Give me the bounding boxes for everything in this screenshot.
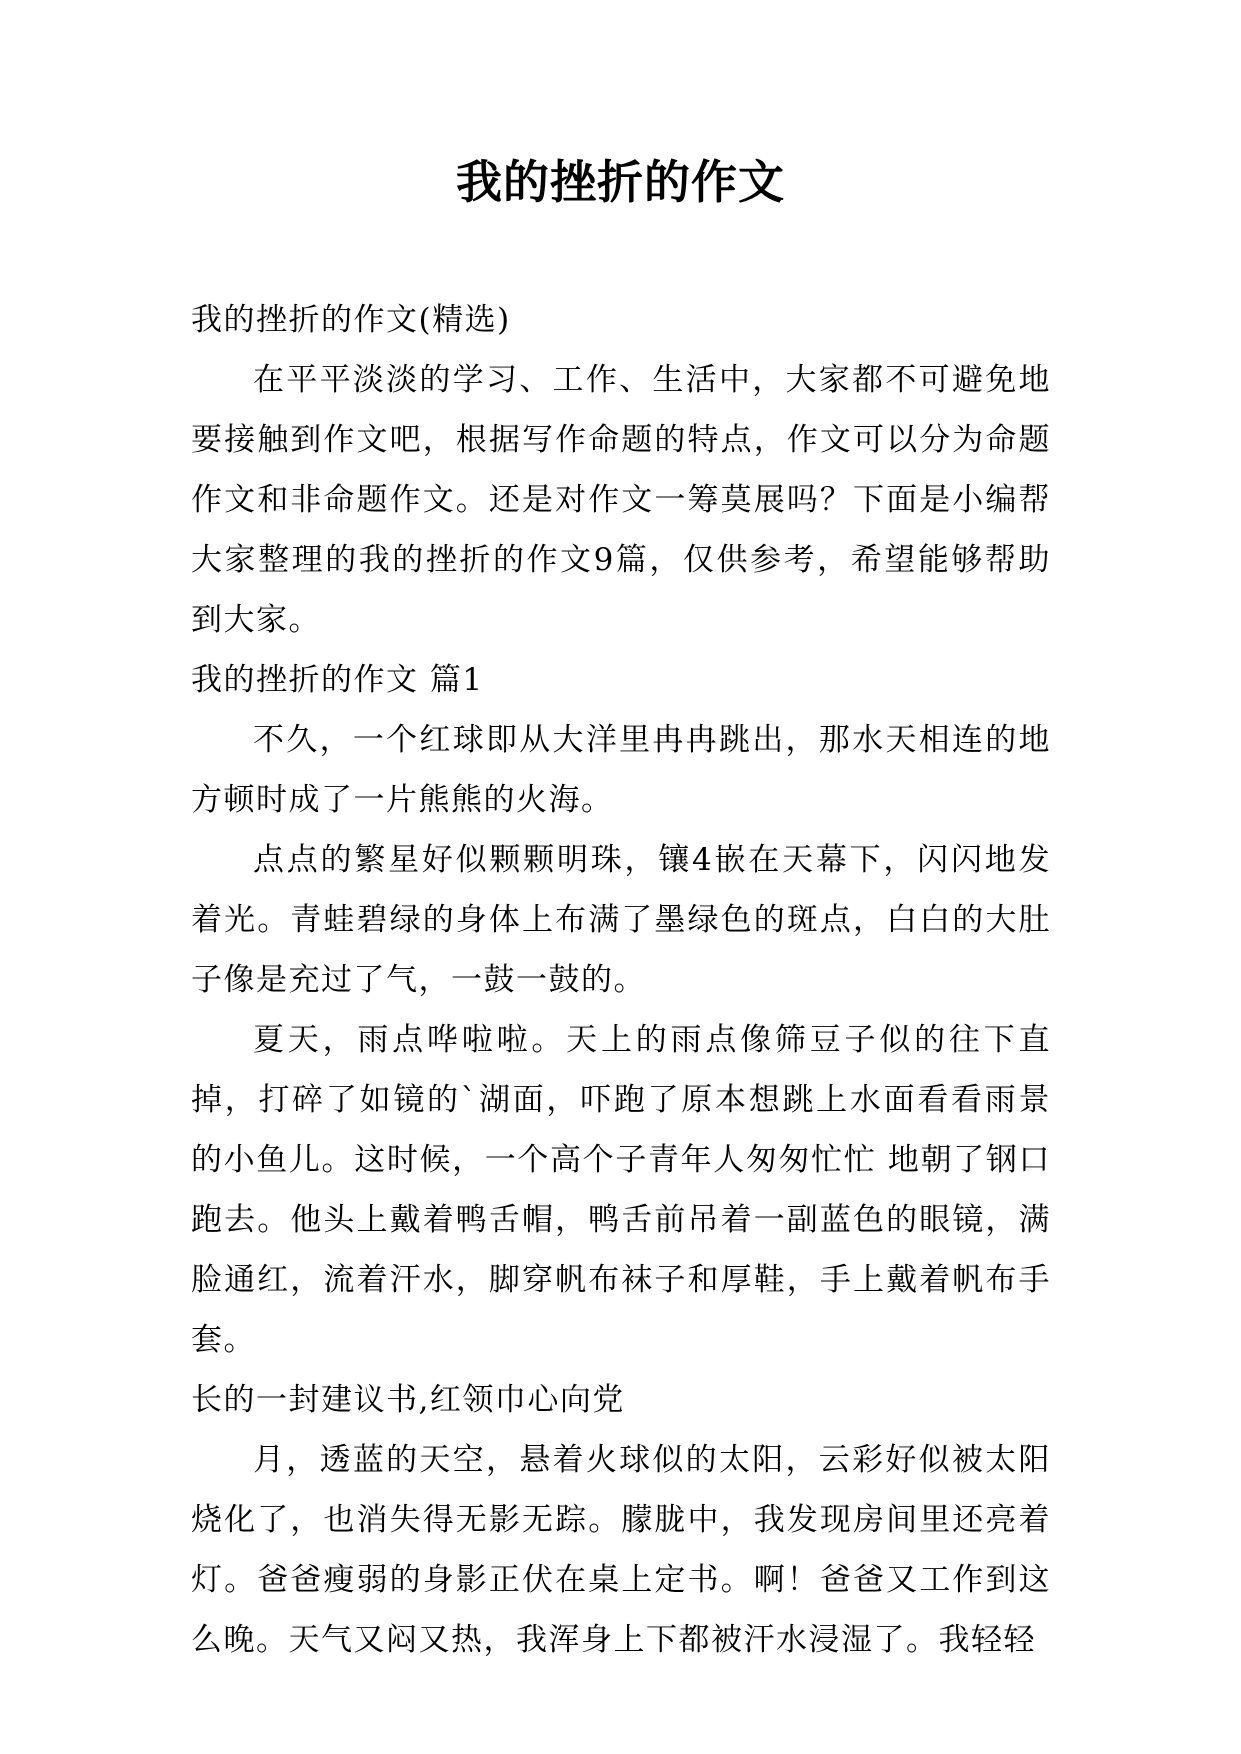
body-line: 长的一封建议书,红领巾心向党 — [191, 1382, 625, 1418]
body-paragraph: 点点的繁星好似颗颗明珠，镶4嵌在天幕下，闪闪地发着光。青蛙碧绿的身体上布满了墨绿色的斑点，白白的大肚子像是充过了气，一鼓一鼓的。 — [191, 842, 1051, 998]
intro-paragraph: 在平平淡淡的学习、工作、生活中，大家都不可避免地要接触到作文吧，根据写作命题的特点，作文可以分为命题作文和非命题作文。还是对作文一筹莫展吗？下面是小编帮大家整理的我的挫折的作文9篇，仅供参考，希望能够帮助到大家。 — [191, 362, 1051, 638]
section-heading: 我的挫折的作文 篇1 — [191, 662, 484, 698]
body-paragraph: 不久，一个红球即从大洋里冉冉跳出，那水天相连的地方顿时成了一片熊熊的火海。 — [191, 722, 1051, 818]
body-paragraph: 夏天，雨点哗啦啦。天上的雨点像筛豆子似的往下直掉，打碎了如镜的`湖面，吓跑了原本想跳上水面看看雨景的小鱼儿。这时候，一个高个子青年人匆匆忙忙 地朝了钢口跑去。他头上戴着鸭舌帽，鸭舌前吊着一副蓝色的眼镜，满脸通红，流着汗水，脚穿帆布袜子和厚鞋，手上戴着帆布手套。 — [191, 1022, 1051, 1358]
body-paragraph: 月，透蓝的天空，悬着火球似的太阳，云彩好似被太阳烧化了，也消失得无影无踪。朦胧中，我发现房间里还亮着灯。爸爸瘦弱的身影正伏在桌上定书。啊！爸爸又工作到这么晚。天气又闷又热，我浑身上下都被汗水浸湿了。我轻轻 — [191, 1442, 1051, 1658]
document-subtitle: 我的挫折的作文(精选) — [191, 302, 511, 338]
document-title: 我的挫折的作文 — [456, 155, 785, 209]
document-body — [191, 290, 1051, 1670]
